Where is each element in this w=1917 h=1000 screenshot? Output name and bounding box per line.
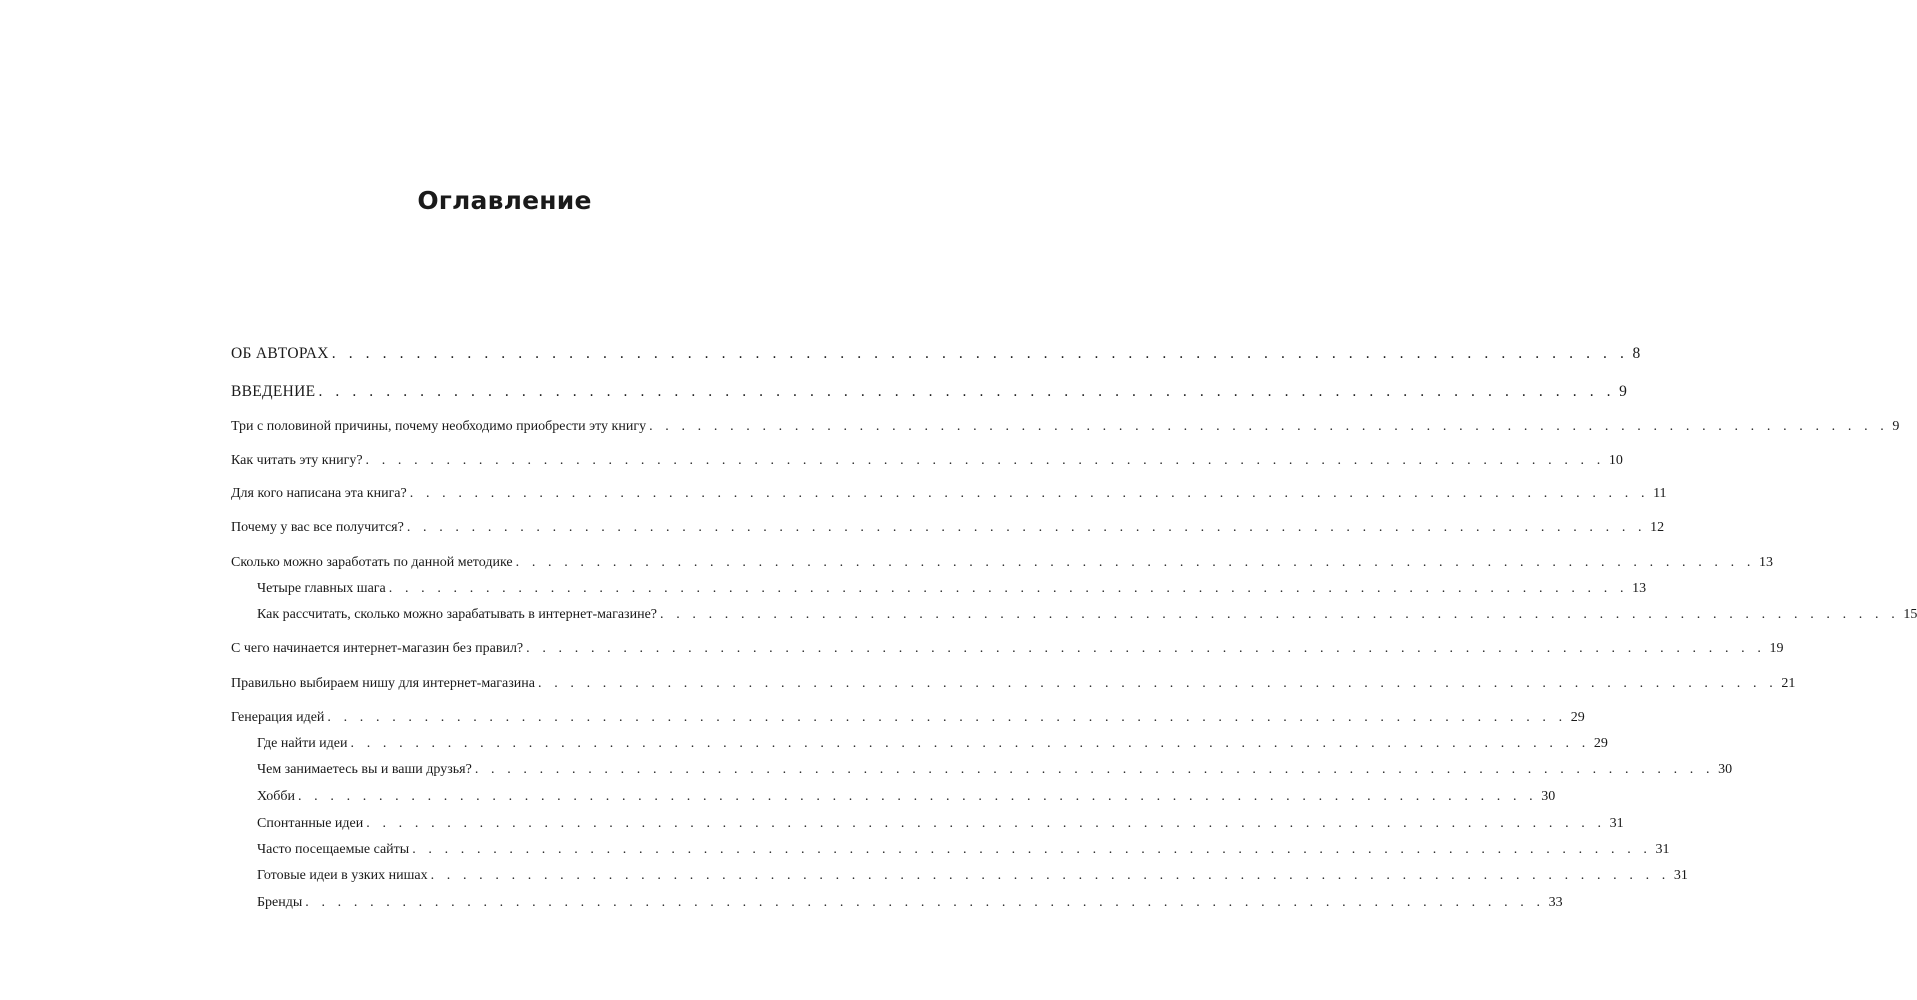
toc-entry-page: 9 [1892,419,1900,434]
toc-entry-page: 8 [1632,345,1641,362]
toc-entry[interactable] [231,676,1796,692]
toc-entry[interactable] [231,383,1628,400]
toc-subentry[interactable] [231,895,1563,911]
dot-leader: . . . . . . . . . . . . . . . . . . . . . . . . . . . . . . . . . . . . . . . . . . . . . . . . . . . . . . . . . . . . . . . . . . . . . . . . . . . . . [350,736,1590,751]
toc-entry[interactable] [231,345,1641,362]
toc-entry-label: Часто посещаемые сайты [257,842,410,857]
dot-leader: . . . . . . . . . . . . . . . . . . . . . . . . . . . . . . . . . . . . . . . . . . . . . . . . . . . . . . . . . . . . . . . . . . . . . . . . . . . . . [515,555,1755,570]
toc-subentry[interactable] [231,607,1917,623]
dot-leader: . . . . . . . . . . . . . . . . . . . . . . . . . . . . . . . . . . . . . . . . . . . . . . . . . . . . . . . . . . . . . . . . . . . . . . . . . . . . . [388,581,1629,596]
dot-leader: . . . . . . . . . . . . . . . . . . . . . . . . . . . . . . . . . . . . . . . . . . . . . . . . . . . . . . . . . . . . . . . . . . . . . . . . . . . . . [649,419,1889,434]
toc-entry-page: 30 [1718,762,1733,777]
toc-entry-page: 33 [1548,895,1563,910]
toc-entry[interactable] [231,710,1585,726]
dot-leader: . . . . . . . . . . . . . . . . . . . . . . . . . . . . . . . . . . . . . . . . . . . . . . . . . . . . . . . . . . . . . . . . . . . . . . . . . . . . . [474,762,1715,777]
toc-entry-label: С чего начинается интернет-магазин без правил? [231,641,524,656]
toc-entry-page: 30 [1541,789,1556,804]
toc-subentry[interactable] [231,789,1556,805]
toc-subentry[interactable] [231,868,1688,884]
toc-subentry[interactable] [231,762,1733,778]
page-title: Оглавление [417,186,592,215]
dot-leader: . . . . . . . . . . . . . . . . . . . . . . . . . . . . . . . . . . . . . . . . . . . . . . . . . . . . . . . . . . . . . . . . . . . . . . . . . . . . . [538,676,1778,691]
toc-subentry[interactable] [231,581,1647,597]
dot-leader: . . . . . . . . . . . . . . . . . . . . . . . . . . . . . . . . . . . . . . . . . . . . . . . . . . . . . . . . . . . . . . . . . . . . . . . . . . . . . [365,453,1605,468]
toc-entry-label: Сколько можно заработать по данной методике [231,555,513,570]
dot-leader: . . . . . . . . . . . . . . . . . . . . . . . . . . . . . . . . . . . . . . . . . . . . . . . . . . . . . . . . . . . . . . . . . . . . . . . . . . . . . [430,868,1670,883]
dot-leader: . . . . . . . . . . . . . . . . . . . . . . . . . . . . . . . . . . . . . . . . . . . . . . . . . . . . . . . . . . . . . . . . . . . . . . . . . . . . . [297,789,1538,804]
toc-entry[interactable] [231,520,1665,536]
toc-entry-label: Как рассчитать, сколько можно зарабатывать в интернет-магазине? [257,607,657,622]
toc-entry-page: 19 [1769,641,1784,656]
table-of-contents [231,0,1917,1000]
toc-entry-label: Для кого написана эта книга? [231,486,407,501]
toc-entry-page: 13 [1758,555,1773,570]
toc-entry-page: 29 [1570,710,1585,725]
toc-entry-page: 31 [1609,816,1624,831]
toc-subentry[interactable] [231,842,1670,858]
dot-leader: . . . . . . . . . . . . . . . . . . . . . . . . . . . . . . . . . . . . . . . . . . . . . . . . . . . . . . . . . . . . . . . . . . . . . . . . . . . . . [318,383,1616,400]
dot-leader: . . . . . . . . . . . . . . . . . . . . . . . . . . . . . . . . . . . . . . . . . . . . . . . . . . . . . . . . . . . . . . . . . . . . . . . . . . . . . [366,816,1606,831]
toc-entry-page: 21 [1781,676,1796,691]
toc-entry-label: Четыре главных шага [257,581,386,596]
toc-entry-label: Как читать эту книгу? [231,453,363,468]
dot-leader: . . . . . . . . . . . . . . . . . . . . . . . . . . . . . . . . . . . . . . . . . . . . . . . . . . . . . . . . . . . . . . . . . . . . . . . . . . . . . [660,607,1900,622]
toc-entry-page: 31 [1673,868,1688,883]
toc-entry[interactable] [231,486,1667,502]
toc-entry[interactable] [231,419,1900,435]
dot-leader: . . . . . . . . . . . . . . . . . . . . . . . . . . . . . . . . . . . . . . . . . . . . . . . . . . . . . . . . . . . . . . . . . . . . . . . . . . . . . [331,345,1629,362]
toc-entry-label: Три с половиной причины, почему необходимо приобрести эту книгу [231,419,647,434]
toc-entry[interactable] [231,555,1773,571]
toc-entry-page: 10 [1608,453,1623,468]
toc-entry-page: 31 [1655,842,1670,857]
dot-leader: . . . . . . . . . . . . . . . . . . . . . . . . . . . . . . . . . . . . . . . . . . . . . . . . . . . . . . . . . . . . . . . . . . . . . . . . . . . . . [526,641,1766,656]
toc-entry-label: Готовые идеи в узких нишах [257,868,428,883]
toc-entry-label: Почему у вас все получится? [231,520,404,535]
toc-entry-page: 13 [1632,581,1647,596]
dot-leader: . . . . . . . . . . . . . . . . . . . . . . . . . . . . . . . . . . . . . . . . . . . . . . . . . . . . . . . . . . . . . . . . . . . . . . . . . . . . . [409,486,1650,501]
toc-entry-page: 29 [1593,736,1608,751]
toc-entry-label: Спонтанные идеи [257,816,364,831]
toc-entry-label: Хобби [257,789,295,804]
toc-subentry[interactable] [231,736,1608,752]
toc-entry[interactable] [231,641,1784,657]
toc-entry-label: Бренды [257,895,303,910]
dot-leader: . . . . . . . . . . . . . . . . . . . . . . . . . . . . . . . . . . . . . . . . . . . . . . . . . . . . . . . . . . . . . . . . . . . . . . . . . . . . . [305,895,1545,910]
toc-entry[interactable] [231,453,1623,469]
toc-entry-page: 15 [1903,607,1917,622]
toc-entry-label: Правильно выбираем нишу для интернет-магазина [231,676,535,691]
toc-entry-label: Чем занимаетесь вы и ваши друзья? [257,762,472,777]
toc-entry-page: 11 [1653,486,1667,501]
toc-entry-page: 12 [1650,520,1665,535]
toc-subentry[interactable] [231,816,1624,832]
toc-entry-label: Где найти идеи [257,736,348,751]
dot-leader: . . . . . . . . . . . . . . . . . . . . . . . . . . . . . . . . . . . . . . . . . . . . . . . . . . . . . . . . . . . . . . . . . . . . . . . . . . . . . [412,842,1652,857]
toc-entry-label: Генерация идей [231,710,325,725]
toc-entry-label: ОБ АВТОРАХ [231,345,329,362]
dot-leader: . . . . . . . . . . . . . . . . . . . . . . . . . . . . . . . . . . . . . . . . . . . . . . . . . . . . . . . . . . . . . . . . . . . . . . . . . . . . . [406,520,1647,535]
toc-entry-label: ВВЕДЕНИЕ [231,383,316,400]
toc-entry-page: 9 [1619,383,1628,400]
dot-leader: . . . . . . . . . . . . . . . . . . . . . . . . . . . . . . . . . . . . . . . . . . . . . . . . . . . . . . . . . . . . . . . . . . . . . . . . . . . . . [327,710,1567,725]
